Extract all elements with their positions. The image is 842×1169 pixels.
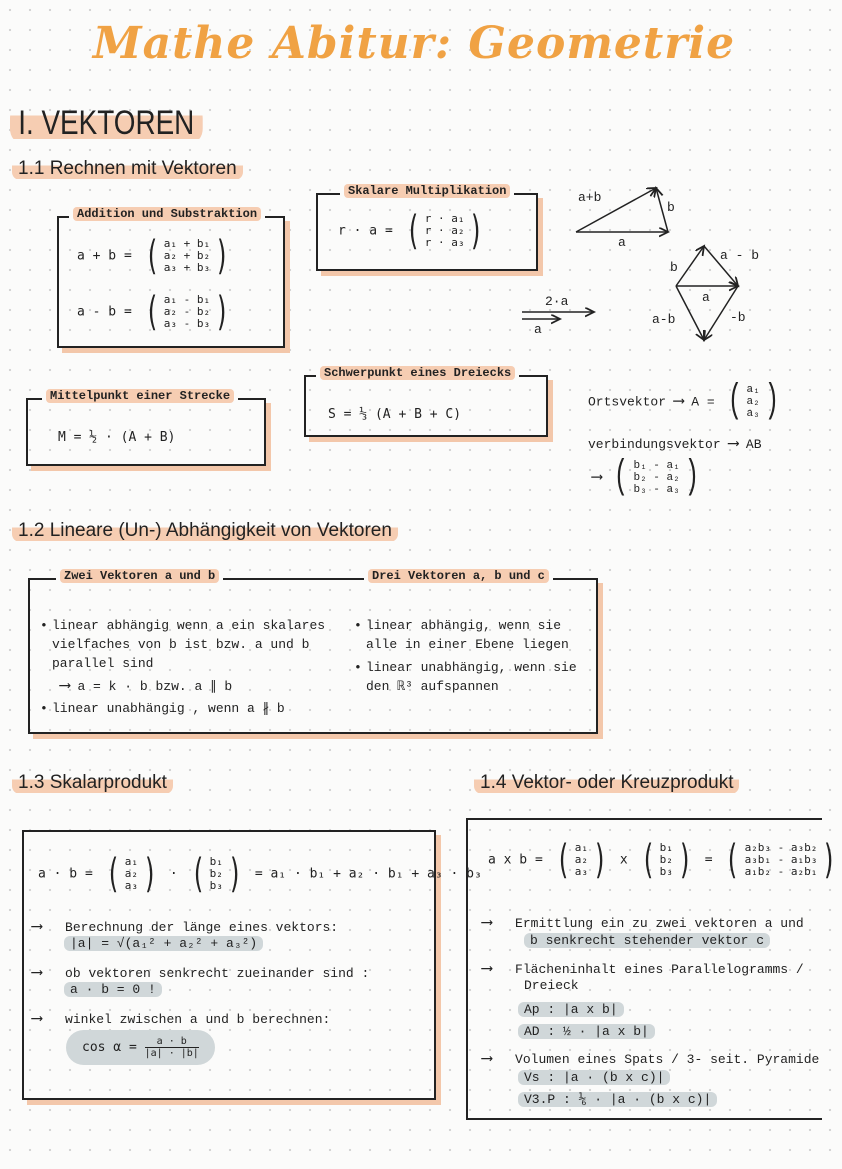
section-heading-1-3: 1.3 Skalarprodukt bbox=[12, 772, 173, 794]
label-a-center: a bbox=[702, 290, 710, 305]
skalarprodukt-item-senkrecht: ⟶ ob vektoren senkrecht zueinander sind : bbox=[32, 964, 370, 982]
list-item: • linear abhängig wenn a ein skalares vielfaches von b ist bzw. a und b parallel sind bbox=[52, 616, 328, 673]
addition-label: Addition und Substraktion bbox=[69, 207, 265, 221]
zwei-vektoren-arrow: ⟶ a = k · b bzw. a ∥ b bbox=[60, 677, 233, 695]
section-heading-1-4: 1.4 Vektor- oder Kreuzprodukt bbox=[474, 772, 739, 794]
mittelpunkt-box bbox=[26, 389, 266, 466]
kreuz-item-senkrecht: ⟶ Ermittlung ein zu zwei vektoren a und bbox=[482, 914, 804, 932]
mittelpunkt-formula: M = ½ · (A + B) bbox=[58, 430, 176, 445]
kreuzprodukt-formula: a x b = ( a₁ a₂ a₃ ) x ( b₁ b₂ b₃ ) = ( a₂b₃ - a₃b₂ a₃b₁ - a₁b₃ a₁b₂ - a₂b₁ ) bbox=[488, 837, 837, 883]
skalarprodukt-formula: a · b = ( a₁ a₂ a₃ ) · ( b₁ b₂ b₃ ) = a₁ · b₁ + a₂ · b₁ + a₃ · b₃ bbox=[38, 851, 482, 897]
label-a-minus-b-2: a-b bbox=[652, 312, 676, 327]
schwerpunkt-formula: S = ⅓ (A + B + C) bbox=[328, 407, 462, 422]
schwerpunkt-label: Schwerpunkt eines Dreiecks bbox=[316, 366, 519, 380]
label-two-a: 2·a bbox=[545, 294, 569, 309]
skalar-box bbox=[316, 184, 538, 271]
list-item: • linear unabhängig, wenn sie den ℝ³ aufspannen bbox=[366, 658, 584, 696]
skalarprodukt-box bbox=[22, 830, 482, 1100]
label-a-plus-b: a+b bbox=[578, 190, 602, 205]
drei-vektoren-list bbox=[352, 616, 584, 700]
section-heading-1-2: 1.2 Lineare (Un-) Abhängigkeit von Vektoren bbox=[12, 520, 398, 542]
verbindungsvektor-column: ⟶ ( b₁ - a₁ b₂ - a₂ b₃ - a₃ ) bbox=[592, 455, 699, 500]
ortsvektor-note: Ortsvektor ⟶ A = ( a₁ a₂ a₃ ) bbox=[588, 379, 779, 424]
label-b: b bbox=[667, 200, 675, 215]
addition-minus-formula: a - b = ( a₁ - b₁ a₂ - b₂ a₃ - b₃ ) bbox=[77, 289, 230, 335]
ad-formula: AD : ½ · |a x b| bbox=[518, 1024, 655, 1039]
skalarprodukt-item-laenge: ⟶ Berechnung der länge eines vektors: bbox=[32, 918, 339, 936]
vp-formula: V3.P : ⅙ · |a · (b x c)| bbox=[518, 1092, 717, 1107]
vs-formula: Vs : |a · (b x c)| bbox=[518, 1070, 670, 1085]
laenge-formula: |a| = √(a₁² + a₂² + a₃²) bbox=[64, 936, 263, 951]
zwei-vektoren-label: Zwei Vektoren a und b bbox=[56, 569, 223, 583]
label-a-minus-b: a - b bbox=[720, 248, 760, 263]
skalar-formula: r · a = ( r · a₁ r · a₂ r · a₃ ) bbox=[338, 208, 484, 254]
label-minus-b: -b bbox=[730, 310, 746, 325]
kreuzprodukt-box bbox=[466, 818, 837, 1120]
senkrecht-formula: a · b = 0 ! bbox=[64, 982, 162, 997]
kreuz-item-flaeche: ⟶ Flächeninhalt eines Parallelogramms / bbox=[482, 960, 804, 978]
drei-vektoren-label: Drei Vektoren a, b und c bbox=[364, 569, 553, 583]
addition-box bbox=[57, 207, 285, 348]
verbindungsvektor-note: verbindungsvektor ⟶ AB bbox=[588, 435, 762, 453]
abhaengigkeit-box bbox=[28, 569, 598, 734]
schwerpunkt-box bbox=[304, 366, 548, 437]
list-item: • linear abhängig, wenn sie alle in einer Ebene liegen bbox=[366, 616, 584, 654]
kreuz-item-senkrecht-2: b senkrecht stehender vektor c bbox=[524, 933, 770, 948]
page-title: Mathe Abitur: Geometrie bbox=[92, 18, 736, 69]
kreuz-item-flaeche-2: Dreieck bbox=[524, 978, 579, 993]
label-a-small: a bbox=[534, 322, 542, 337]
mittelpunkt-label: Mittelpunkt einer Strecke bbox=[42, 389, 238, 403]
skalarprodukt-item-winkel: ⟶ winkel zwischen a und b berechnen: bbox=[32, 1010, 331, 1028]
section-heading-1-1: 1.1 Rechnen mit Vektoren bbox=[12, 158, 243, 180]
label-a: a bbox=[618, 235, 626, 250]
kreuz-item-volumen: ⟶ Volumen eines Spats / 3- seit. Pyramide bbox=[482, 1050, 820, 1068]
section-heading-vektoren: I. VEKTOREN bbox=[10, 104, 203, 143]
skalar-label: Skalare Multiplikation bbox=[340, 184, 514, 198]
addition-plus-formula: a + b = ( a₁ + b₁ a₂ + b₂ a₃ + b₃ ) bbox=[77, 233, 230, 279]
zwei-vektoren-list bbox=[38, 616, 328, 722]
ap-formula: Ap : |a x b| bbox=[518, 1002, 624, 1017]
cos-formula: cos α = $\frac{a \cdot b}{|a| \cdot |b|}$ bbox=[66, 1030, 215, 1065]
list-item: • linear unabhängig , wenn a ∦ b bbox=[52, 699, 328, 718]
label-b-2: b bbox=[670, 260, 678, 275]
